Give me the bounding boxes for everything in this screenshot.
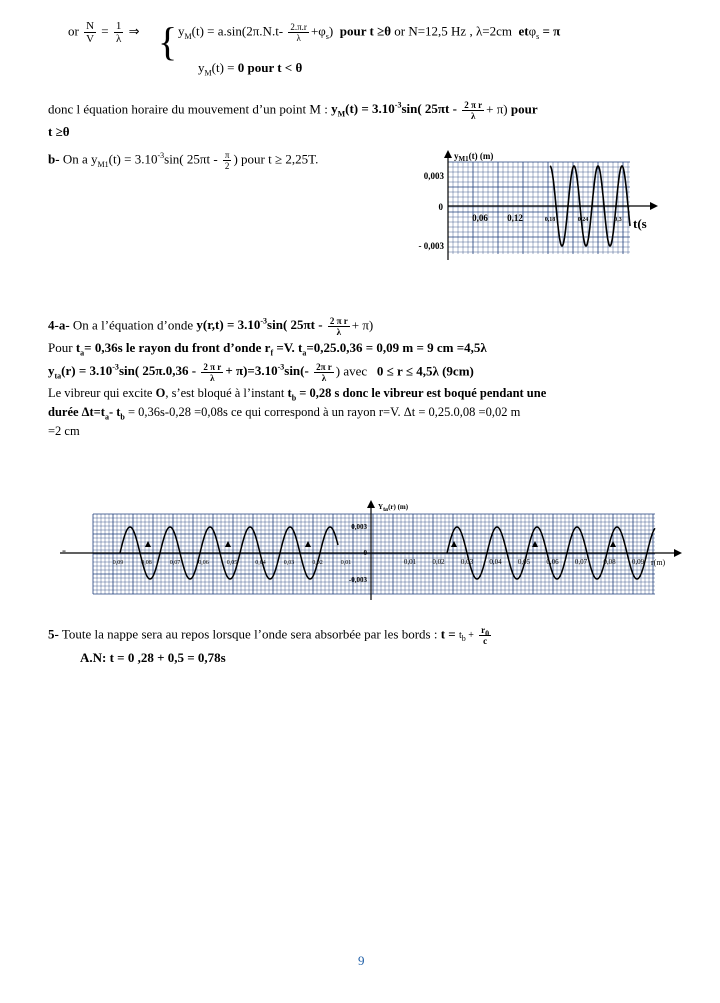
chart2-ytick-bot: -0,003 — [348, 576, 367, 584]
part-b-equation: b- On a $y_{M1}(t) = 3.10^{-3}\sin$( 25πt - $\frac{\pi}{2}$ ) pour t ≥ 2,25T. — [48, 150, 319, 171]
fraction-2pir-over-lambda: $\frac{2.\pi.r}{\lambda}$ — [290, 22, 307, 43]
part-4a-line2: Pour $t_a= 0,36s$ le rayon du front d’onde $r_f =V$. $t_a=0,25.0,36 = 0,09$ m = 9 cm =4,5λ — [48, 340, 487, 358]
fraction-N-over-V: $\frac{N}{V}$ — [86, 20, 95, 45]
chart1-xtick-label: 0,24 — [577, 217, 589, 223]
chart1-ylabel: $y_{M1}(t)$ (m) — [454, 151, 494, 163]
chart-ym1-vs-t — [400, 148, 665, 263]
chart1-xtick-label: 0,12 — [507, 213, 523, 223]
chart2-xtick-label: 0,05 — [226, 560, 238, 566]
chart2-ylabel: Yta(r) (m) — [378, 503, 409, 513]
chart1-y-arrow-icon — [444, 150, 452, 158]
chart2-xtick-label: 0,04 — [489, 558, 502, 566]
chart1-xtick-label: 0,18 — [544, 217, 556, 223]
chart2-xtick-label: 0,04 — [255, 560, 266, 566]
chart2-xtick-label: 0,08 — [141, 560, 152, 566]
chart2-xtick-label: 0,07 — [574, 558, 588, 566]
part-4a-line6: =2 cm — [48, 424, 80, 438]
part-5-numeric: A.N: t = 0 ,28 + 0,5 = 0,78s — [80, 650, 226, 665]
case-brace: { — [158, 19, 178, 64]
fraction-2pir-over-lambda: $\frac{\text{2 π r}}{\lambda}$ — [203, 362, 222, 383]
part-4a-line1: 4-a- On a l’équation d’onde $y(r,t) = 3.10^{-3}\sin$( 25πt - $\frac{\text{2 π r}}{\lambda}$ + π) — [48, 316, 374, 337]
chart2-ytick-top: 0,003 — [351, 523, 367, 531]
case-line-2: $y_M(t) = 0$ pour t < θ — [198, 60, 303, 78]
part-4a-line3: $y_{ta}(r) = 3.10^{-3}\sin$( 25π.0,36 - $\frac{\text{2 π r}}{\lambda}$ + $\pi)=3.10^{-3}\sin(-$ $\frac{\text{2π r}}{\lambda}$ ) avec 0 ≤ r ≤ 4,5λ (9cm) — [48, 362, 474, 383]
chart2-xtick-label: 0,01 — [403, 558, 417, 566]
fraction-1-over-lambda: $\frac{1}{\lambda}$ — [115, 20, 122, 45]
top-relation: or $\frac{N}{V}$ = $\frac{1}{\lambda}$ ⇒ — [68, 20, 140, 45]
case-line-1: $y_M(t) = a.\sin(2\pi.N.t-$ $\frac{2.\pi.r}{\lambda}$ $+\varphi_s$) pour t ≥θ or N=12,5 Hz , λ=2cm etφ$_s$ = π — [178, 22, 561, 43]
chart2-xtick-label: 0,06 — [198, 560, 209, 566]
chart2-ytick-mid: 0 — [363, 549, 367, 557]
chart1-x-arrow-icon — [650, 202, 658, 210]
chart-yta-vs-r — [60, 496, 690, 601]
chart2-xlabel: r(m) — [651, 558, 666, 567]
chart2-xtick-label: 0,05 — [517, 558, 531, 566]
chart1-xtick-label: 0,06 — [472, 213, 488, 223]
fraction-pi-over-2: $\frac{\pi}{2}$ — [224, 150, 230, 171]
chart2-y-arrow-icon — [367, 500, 375, 508]
chart2-xtick-label: 0,02 — [312, 560, 323, 566]
chart2-grid — [93, 514, 655, 594]
chart2-xtick-label: 0,03 — [283, 560, 295, 566]
chart2-xtick-label: 0,03 — [460, 558, 474, 566]
fraction-2pir-over-lambda: $\frac{\text{2 π r}}{\lambda}$ — [329, 316, 348, 337]
fraction-2pir-over-lambda-2: $\frac{\text{2π r}}{\lambda}$ — [316, 362, 332, 383]
part-4a-line4: Le vibreur qui excite O, s’est bloqué à l’instant $t_b = 0,28$ s donc le vibreur est boqué pendant une — [48, 386, 547, 403]
chart2-xtick-label: 0,09 — [112, 560, 124, 566]
chart2-xtick-label: 0,06 — [546, 558, 559, 566]
chart2-xtick-label: 0,02 — [432, 558, 445, 566]
chart2-left-mark: - — [62, 543, 66, 557]
chart1-xtick-label: 0,3 — [614, 217, 622, 223]
page-number: 9 — [358, 953, 365, 968]
fraction-2pir-over-lambda: $\frac{\text{2 π r}}{\lambda}$ — [464, 100, 483, 121]
fraction-r0-over-c: $\frac{r_0}{c}$ — [481, 625, 490, 646]
chart1-ytick-top: 0,003 — [423, 171, 444, 181]
chart2-xtick-label: 0,08 — [603, 558, 616, 566]
chart2-xtick-label: 0,09 — [631, 558, 645, 566]
donc-equation: donc l équation horaire du mouvement d’un point M : $y_M(t) = 3.10^{-3}\sin$( 25πt - $\frac{\text{2 π r}}{\lambda}$ + π) pour — [48, 100, 538, 121]
part-4a-line5: durée $\Delta t=t_a-$ $t_b = 0,36s-0,28 =0,08s$ ce qui correspond à un rayon r=V. Δt = 0,25.0,08 =0,02 m — [48, 405, 521, 422]
chart1-xticks — [472, 213, 622, 223]
chart1-ytick-mid: 0 — [438, 202, 443, 212]
chart1-grid — [448, 162, 630, 254]
part-5-line1: 5- Toute la nappe sera au repos lorsque l’onde sera absorbée par les bords : $t = t_b$ + $\frac{r_0}{c}$ — [48, 625, 490, 646]
chart2-xtick-label: 0,01 — [340, 560, 352, 566]
donc-condition: t ≥θ — [48, 124, 70, 139]
chart2-xtick-label: 0,07 — [169, 560, 181, 566]
chart2-x-arrow-icon — [674, 549, 682, 557]
chart1-ytick-bot: - 0,003 — [418, 241, 444, 251]
chart1-xlabel: t(s — [633, 216, 647, 231]
